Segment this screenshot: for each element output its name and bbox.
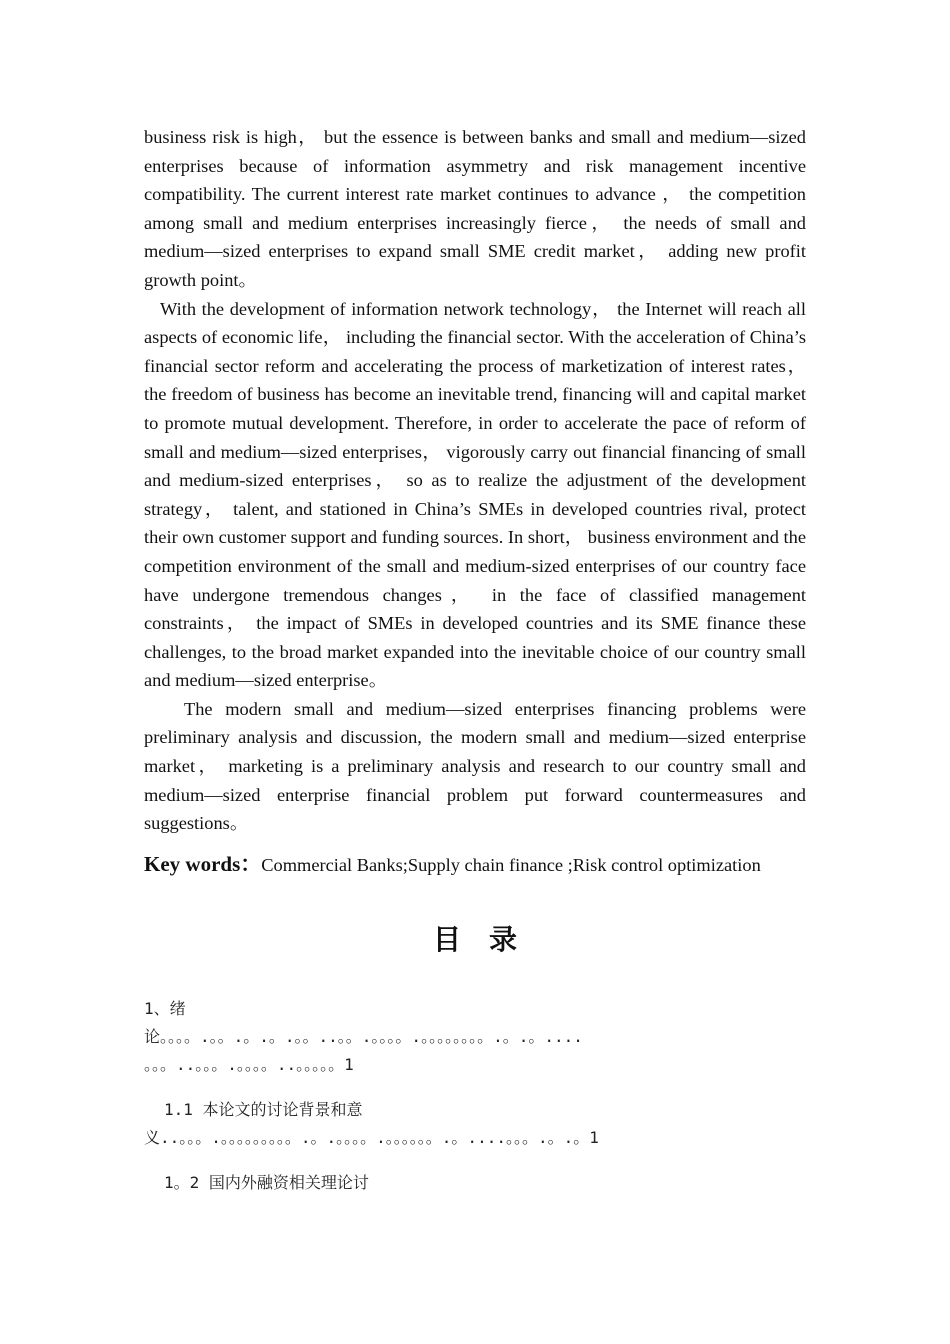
toc-entry-heading: 1、绪 (144, 999, 186, 1018)
abstract-paragraph: business risk is high， but the essence is between banks and small and medium—sized enterprises because of information asymmetry and risk management incentive compatibility. The current interest rate market continues to advance ， the competition among small and medium enterprises increasingly fierce， the needs of small and medium—sized enterprises to expand small SME credit market， adding new profit growth point。 (144, 127, 806, 290)
toc-entry[interactable] (144, 995, 809, 1079)
toc-title: 目录 (432, 923, 545, 956)
abstract-paragraph: With the development of information network technology， the Internet will reach all aspects of economic life， including the financial sector. With the acceleration of China’s financial sector reform and accelerating the process of marketization of interest rates， the freedom of business has become an inevitable trend, financing will and capital market to promote mutual development. Therefore, in order to accelerate the pace of reform of small and medium—sized enterprises， vigorously carry out financial financing of small and medium-sized enterprises， so as to realize the adjustment of the development strategy， talent, and stationed in China’s SMEs in developed countries rival, protect their own customer support and funding sources. In short， business environment and the competition environment of the small and medium-sized enterprises of our country face have undergone tremendous changes， in the face of classified management constraints， the impact of SMEs in developed countries and its SME finance these challenges, to the broad market expanded into the inevitable choice of our country small and medium—sized enterprise。 (144, 298, 806, 691)
toc-entry-leader: 。。。..。。。.。。。。..。。。。。1 (144, 1055, 354, 1074)
abstract-paragraph: The modern small and medium—sized enterprises financing problems were preliminary analysis and discussion, the modern small and medium—sized enterprise market， marketing is a preliminary analysis and research to our country small and medium—sized enterprise financial problem put forward countermeasures and suggestions。 (144, 698, 806, 834)
keywords-label: Key words： (144, 852, 262, 876)
keywords-value: Commercial Banks;Supply chain finance ;Risk control optimization (261, 855, 761, 875)
table-of-contents (144, 995, 809, 1197)
toc-entry-heading: 1.1 本论文的讨论背景和意 (164, 1100, 363, 1119)
toc-entry-leader: 论。。。。.。。.。.。.。。..。。.。。。。.。。。。。。。。.。.。.... (144, 1027, 583, 1046)
abstract-body (144, 123, 806, 838)
toc-entry[interactable] (144, 1169, 809, 1197)
toc-entry-heading: 1。2 国内外融资相关理论讨 (164, 1173, 369, 1192)
keywords-line (144, 850, 844, 879)
toc-entry-leader: 义..。。。.。。。。。。。。。.。.。。。。.。。。。。。.。....。。。.。.。1 (144, 1128, 599, 1147)
toc-entry[interactable] (144, 1096, 809, 1152)
